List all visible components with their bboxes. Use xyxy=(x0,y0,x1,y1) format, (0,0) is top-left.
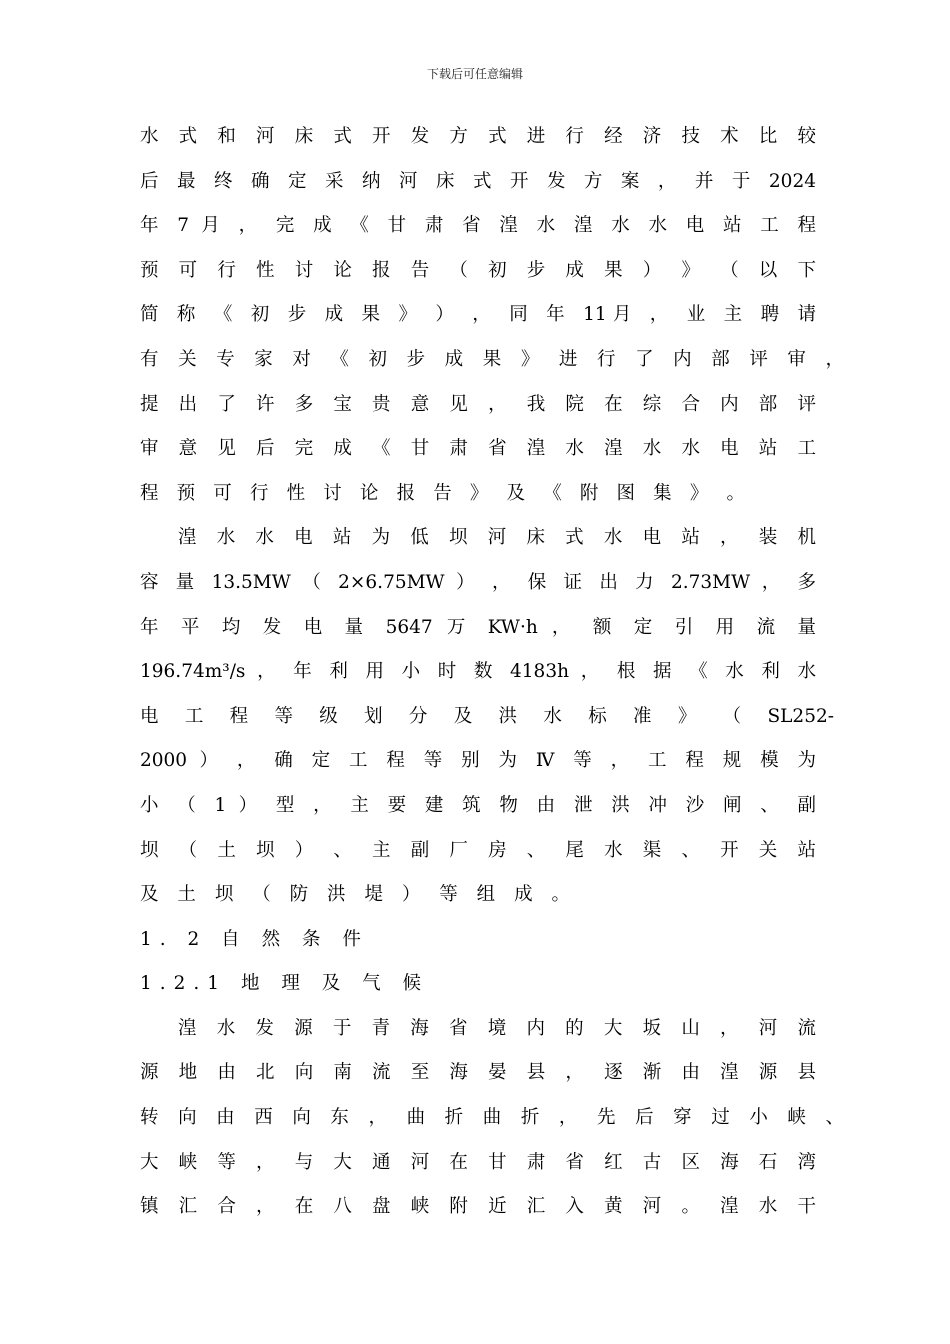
text-line: 及 土 坝 （ 防 洪 堤 ） 等 组 成 。 xyxy=(140,884,570,906)
text-line: 转 向 由 西 向 东 ， 曲 折 曲 折 ， 先 后 穿 过 小 峡 、 xyxy=(140,1107,844,1129)
text-line: 预 可 行 性 讨 论 报 告 （ 初 步 成 果 ） 》 （ 以 下 xyxy=(140,259,816,281)
text-line: 年 7 月 ， 完 成 《 甘 肃 省 湟 水 湟 水 水 电 站 工 程 xyxy=(140,215,816,237)
section-heading: 1. 2 自 然 条 件 xyxy=(140,928,369,950)
text-line: 程 预 可 行 性 讨 论 报 告 》 及 《 附 图 集 》 。 xyxy=(140,482,745,504)
document-body xyxy=(140,115,844,1230)
text-line: 小 （ 1 ） 型 ， 主 要 建 筑 物 由 泄 洪 冲 沙 闸 、 副 xyxy=(140,794,816,816)
page-header: 下载后可任意编辑 xyxy=(426,67,523,81)
text-line: 大 峡 等 ， 与 大 通 河 在 甘 肃 省 红 古 区 海 石 湾 xyxy=(140,1151,816,1173)
text-line: 镇 汇 合 ， 在 八 盘 峡 附 近 汇 入 黄 河 。 湟 水 干 xyxy=(140,1196,816,1218)
text-line: 简 称 《 初 步 成 果 》 ） ， 同 年 11月 ， 业 主 聘 请 xyxy=(140,304,816,326)
text-line: 后 最 终 确 定 采 纳 河 床 式 开 发 方 案 ， 并 于 2024 xyxy=(140,170,816,192)
text-line: 2000 ） ， 确 定 工 程 等 别 为 Ⅳ 等 ， 工 程 规 模 为 xyxy=(140,750,816,772)
text-line: 湟 水 水 电 站 为 低 坝 河 床 式 水 电 站 ， 装 机 xyxy=(178,527,816,549)
text-line: 年 平 均 发 电 量 5647 万 KW·h ， 额 定 引 用 流 量 xyxy=(140,616,816,638)
text-line: 源 地 由 北 向 南 流 至 海 晏 县 ， 逐 渐 由 湟 源 县 xyxy=(140,1062,816,1084)
text-line: 电 工 程 等 级 划 分 及 洪 水 标 准 》 （ SL252- xyxy=(140,705,834,727)
text-line: 审 意 见 后 完 成 《 甘 肃 省 湟 水 湟 水 水 电 站 工 xyxy=(140,438,816,460)
text-line: 坝 （ 土 坝 ） 、 主 副 厂 房 、 尾 水 渠 、 开 关 站 xyxy=(140,839,816,861)
text-line: 水 式 和 河 床 式 开 发 方 式 进 行 经 济 技 术 比 较 xyxy=(140,126,816,147)
paragraph-2 xyxy=(140,516,834,917)
text-line: 196.74m³/s ， 年 利 用 小 时 数 4183h ， 根 据 《 水 利 水 xyxy=(140,661,816,683)
text-line: 湟 水 发 源 于 青 海 省 境 内 的 大 坂 山 ， 河 流 xyxy=(178,1017,816,1039)
subsection-heading: 1.2.1 地 理 及 气 候 xyxy=(140,973,429,995)
paragraph-1 xyxy=(140,115,844,516)
text-line: 有 关 专 家 对 《 初 步 成 果 》 进 行 了 内 部 评 审 ， xyxy=(140,348,844,370)
text-line: 提 出 了 许 多 宝 贵 意 见 ， 我 院 在 综 合 内 部 评 xyxy=(140,393,816,415)
paragraph-3 xyxy=(140,1007,844,1230)
text-line: 容 量 13.5MW （ 2×6.75MW ） ， 保 证 出 力 2.73MW ， 多 xyxy=(140,571,816,593)
